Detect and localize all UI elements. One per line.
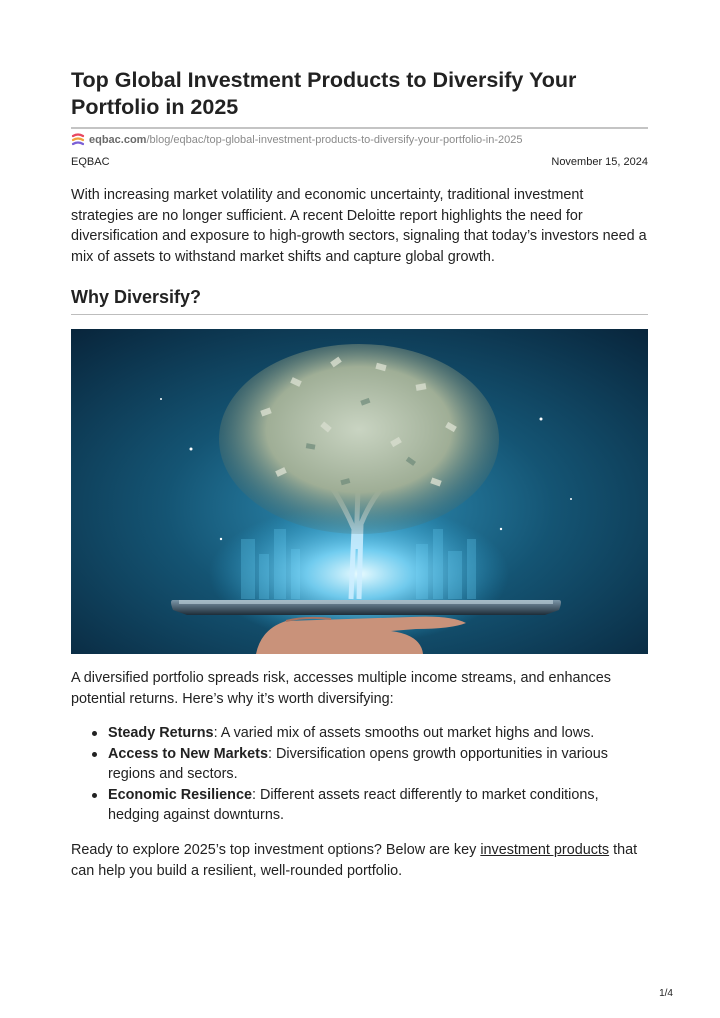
list-item [91,723,636,744]
section-divider [71,314,648,315]
eqbac-logo-icon [71,133,85,147]
publish-date: November 15, 2024 [551,156,648,168]
section-heading: Why Diversify? [71,287,202,307]
source-url[interactable] [71,133,522,147]
list-item-term: Steady Returns [108,725,214,741]
list-item-text: : Different assets react differently to market conditions, hedging against downturns. [108,786,599,823]
list-item-term: Access to New Markets [108,745,268,762]
list-item [91,744,636,785]
list-item-text: : A varied mix of assets smooths out market highs and lows. [213,725,595,741]
author: EQBAC [71,156,110,168]
benefits-list [91,723,636,826]
url-domain: eqbac.com [89,134,147,146]
section-paragraph: A diversified portfolio spreads risk, accesses multiple income streams, and enhances potential returns. Here’s why it’s worth diversifying: [71,670,611,707]
closing-text-after: that can help you build a resilient, well-rounded portfolio. [71,842,638,879]
page-number: 1/4 [659,988,673,999]
list-item-term: Economic Resilience [108,786,252,803]
title-divider [71,127,648,129]
article-title: Top Global Investment Products to Diversify Your Portfolio in 2025 [71,68,577,119]
closing-text-before: Ready to explore 2025’s top investment options? Below are key [71,842,481,858]
intro-paragraph: With increasing market volatility and economic uncertainty, traditional investment strategies are no longer sufficient. A recent Deloitte report highlights the need for diversification and exposure to high-growth sectors, signaling that today’s investors need a mix of assets to withstand market shifts and capture global growth. [71,187,647,265]
list-item [91,785,636,826]
url-path: /blog/eqbac/top-global-investment-products-to-diversify-your-portfolio-in-2025 [146,134,523,146]
hero-image [71,329,648,654]
closing-paragraph [71,840,649,881]
investment-products-link[interactable]: investment products [480,842,610,858]
list-item-text: : Diversification opens growth opportunities in various regions and sectors. [108,745,608,782]
